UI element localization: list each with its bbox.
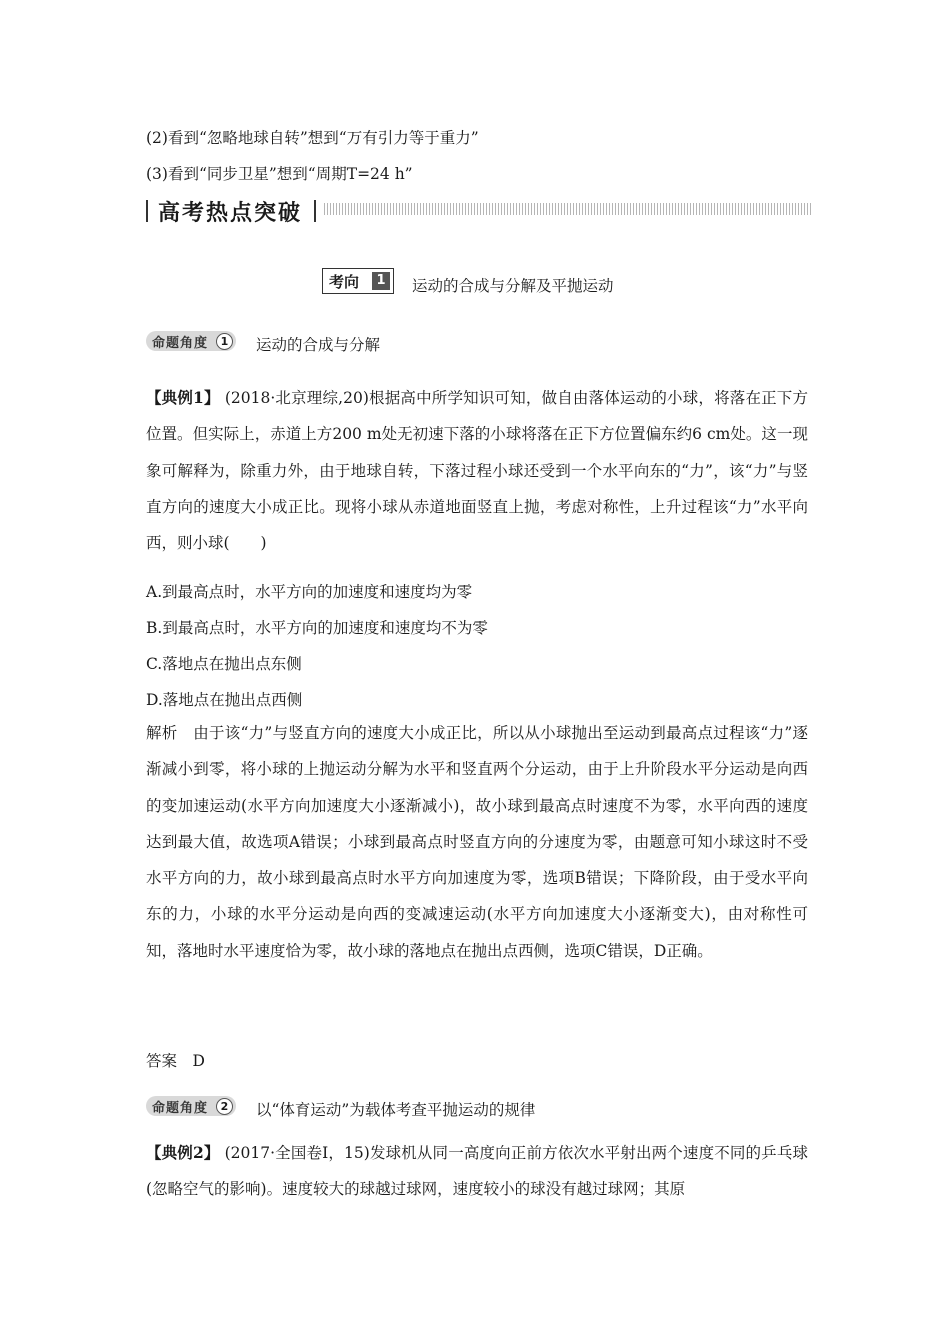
angle-label: 命题角度	[152, 336, 209, 351]
section-header	[146, 196, 812, 226]
option-a: A.到最高点时，水平方向的加速度和速度均为零	[146, 583, 473, 601]
example-2-label: 【典例2】	[146, 1143, 220, 1162]
section-title: 高考热点突破	[158, 201, 303, 226]
example-1-text: (2018·北京理综,20)根据高中所学知识可知，做自由落体运动的小球，将落在正下方位置。但实际上，赤道上方200 m处无初速下落的小球将落在正下方位置偏东约6 cm处。这一现象可解释为，除重力外，由于地球自转，下落过程小球还受到一个水平向东的“力”，该“力”与竖直方向的速度大小成正比。现将小球从赤道地面竖直上抛，考虑对称性，上升过程该“力”水平向西，则小球( )	[146, 389, 808, 553]
example-1-answer	[146, 1049, 205, 1071]
angle-badge	[146, 331, 236, 351]
divider	[314, 200, 316, 222]
kaoxiang-badge	[322, 268, 394, 294]
kaoxiang-number: 1	[372, 272, 390, 290]
hatch-decoration	[324, 203, 812, 215]
angle-number: 2	[216, 1098, 233, 1115]
example-2-text: (2017·全国卷Ⅰ，15)发球机从同一高度向正前方依次水平射出两个速度不同的乒乓球(忽略空气的影响)。速度较大的球越过球网，速度较小的球没有越过球网；其原	[146, 1144, 808, 1199]
example-1-analysis	[146, 715, 808, 969]
option-b: B.到最高点时，水平方向的加速度和速度均不为零	[146, 619, 488, 637]
answer-label: 答案	[146, 1052, 178, 1070]
analysis-text: 由于该“力”与竖直方向的速度大小成正比，所以从小球抛出至运动到最高点过程该“力”逐渐减小到零，将小球的上抛运动分解为水平和竖直两个分运动，由于上升阶段水平分运动是向西的变加速运动(水平方向加速度大小逐渐减小)，故小球到最高点时速度不为零，水平向西的速度达到最大值，故选项A错误；小球到最高点时竖直方向的分速度为零，由题意可知小球这时不受水平方向的力，故小球到最高点时水平方向加速度为零，选项B错误；下降阶段，由于受水平向东的力，小球的水平分运动是向西的变减速运动(水平方向加速度大小逐渐变大)，由对称性可知，落地时水平速度恰为零，故小球的落地点在抛出点西侧，选项C错误，D正确。	[146, 724, 808, 960]
example-1-stem	[146, 380, 808, 561]
angle-number: 1	[216, 333, 233, 350]
angle-label: 命题角度	[152, 1101, 209, 1116]
angle-badge	[146, 1096, 236, 1116]
example-1-label: 【典例1】	[146, 388, 220, 407]
angle-2-title: 以“体育运动”为载体考查平抛运动的规律	[256, 1101, 536, 1119]
answer-value: D	[192, 1052, 205, 1070]
divider	[146, 200, 148, 222]
kaoxiang-title: 运动的合成与分解及平抛运动	[412, 277, 614, 295]
example-2-stem	[146, 1135, 808, 1208]
intro-line-2: (2)看到“忽略地球自转”想到“万有引力等于重力”	[146, 129, 479, 147]
intro-line-3: (3)看到“同步卫星”想到“周期T=24 h”	[146, 165, 413, 183]
option-d: D.落地点在抛出点西侧	[146, 691, 303, 709]
angle-1-title: 运动的合成与分解	[256, 336, 381, 354]
kaoxiang-label: 考向	[329, 273, 360, 291]
analysis-label: 解析	[146, 724, 178, 742]
option-c: C.落地点在抛出点东侧	[146, 655, 302, 673]
